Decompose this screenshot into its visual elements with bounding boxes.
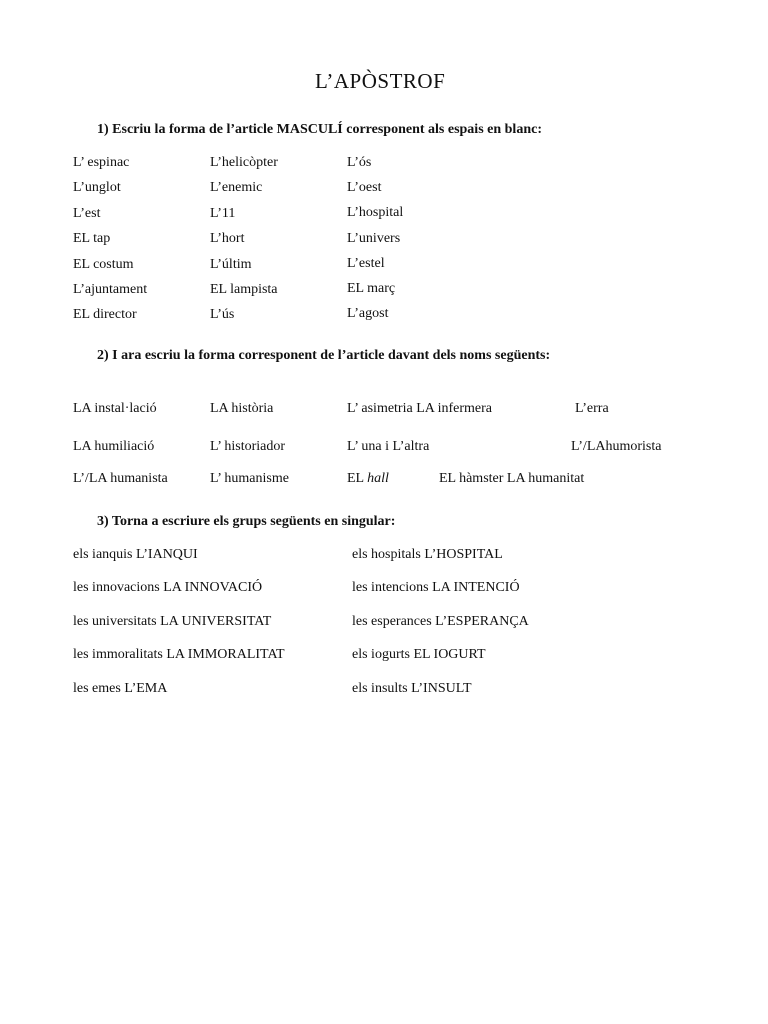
word-item: les immoralitats LA IMMORALITAT — [73, 647, 285, 662]
word-item: EL tap — [73, 231, 111, 246]
word-item — [347, 472, 389, 486]
word-item: EL lampista — [210, 282, 278, 297]
word-item: els insults L’INSULT — [352, 681, 472, 696]
word-item: L’univers — [347, 231, 401, 246]
word-item: L’oest — [347, 180, 382, 195]
word-item: EL costum — [73, 257, 134, 272]
word-item: les intencions LA INTENCIÓ — [352, 580, 520, 595]
word-item: els ianquis L’IANQUI — [73, 547, 198, 562]
word-item: L’/LA humanista — [73, 471, 168, 486]
word-item: L’hospital — [347, 205, 404, 220]
word-item: L’hort — [210, 231, 245, 246]
section-3-heading: 3) Torna a escriure els grups següents en singular: — [97, 514, 396, 529]
word-item: L’enemic — [210, 180, 263, 195]
word-item: L’estel — [347, 256, 385, 271]
word-item: EL hàmster LA humanitat — [439, 471, 585, 486]
word-item: L’ajuntament — [73, 282, 148, 297]
word-item: L’ historiador — [210, 439, 286, 454]
word-item: L’est — [73, 206, 101, 221]
word-item: EL març — [347, 281, 396, 296]
word-item: L’ una i L’altra — [347, 439, 430, 454]
word-item: LA humiliació — [73, 439, 155, 454]
word-item: LA història — [210, 401, 274, 416]
word-item: L’11 — [210, 206, 236, 221]
word-item: les universitats LA UNIVERSITAT — [73, 614, 272, 629]
word-item: L’helicòpter — [210, 155, 278, 170]
word-item: L’unglot — [73, 180, 121, 195]
page-title: L’APÒSTROF — [315, 69, 446, 93]
word-item: LA instal·lació — [73, 401, 157, 416]
word-item: L’ espinac — [73, 155, 130, 170]
word-item: L’ús — [210, 307, 235, 322]
word-item: les emes L’EMA — [73, 681, 168, 696]
word-item: les innovacions LA INNOVACIÓ — [73, 580, 263, 595]
word-item: els hospitals L’HOSPITAL — [352, 547, 503, 562]
word-item: els iogurts EL IOGURT — [352, 647, 486, 662]
word-item: L’ humanisme — [210, 471, 289, 486]
word-item: EL director — [73, 307, 137, 322]
article-text: EL — [347, 471, 368, 486]
word-item: L’ós — [347, 155, 372, 170]
word-item: L’erra — [575, 401, 609, 416]
section-2-heading: 2) I ara escriu la forma corresponent de l’article davant dels noms següents: — [97, 348, 551, 363]
italic-word: hall — [367, 471, 389, 486]
word-item: L’agost — [347, 306, 389, 321]
section-1-heading: 1) Escriu la forma de l’article MASCULÍ corresponent als espais en blanc: — [97, 122, 542, 137]
word-item: L’ asimetria LA infermera — [347, 401, 492, 416]
word-item: L’/LAhumorista — [571, 439, 662, 454]
word-item: les esperances L’ESPERANÇA — [352, 614, 529, 629]
word-item: L’últim — [210, 257, 252, 272]
